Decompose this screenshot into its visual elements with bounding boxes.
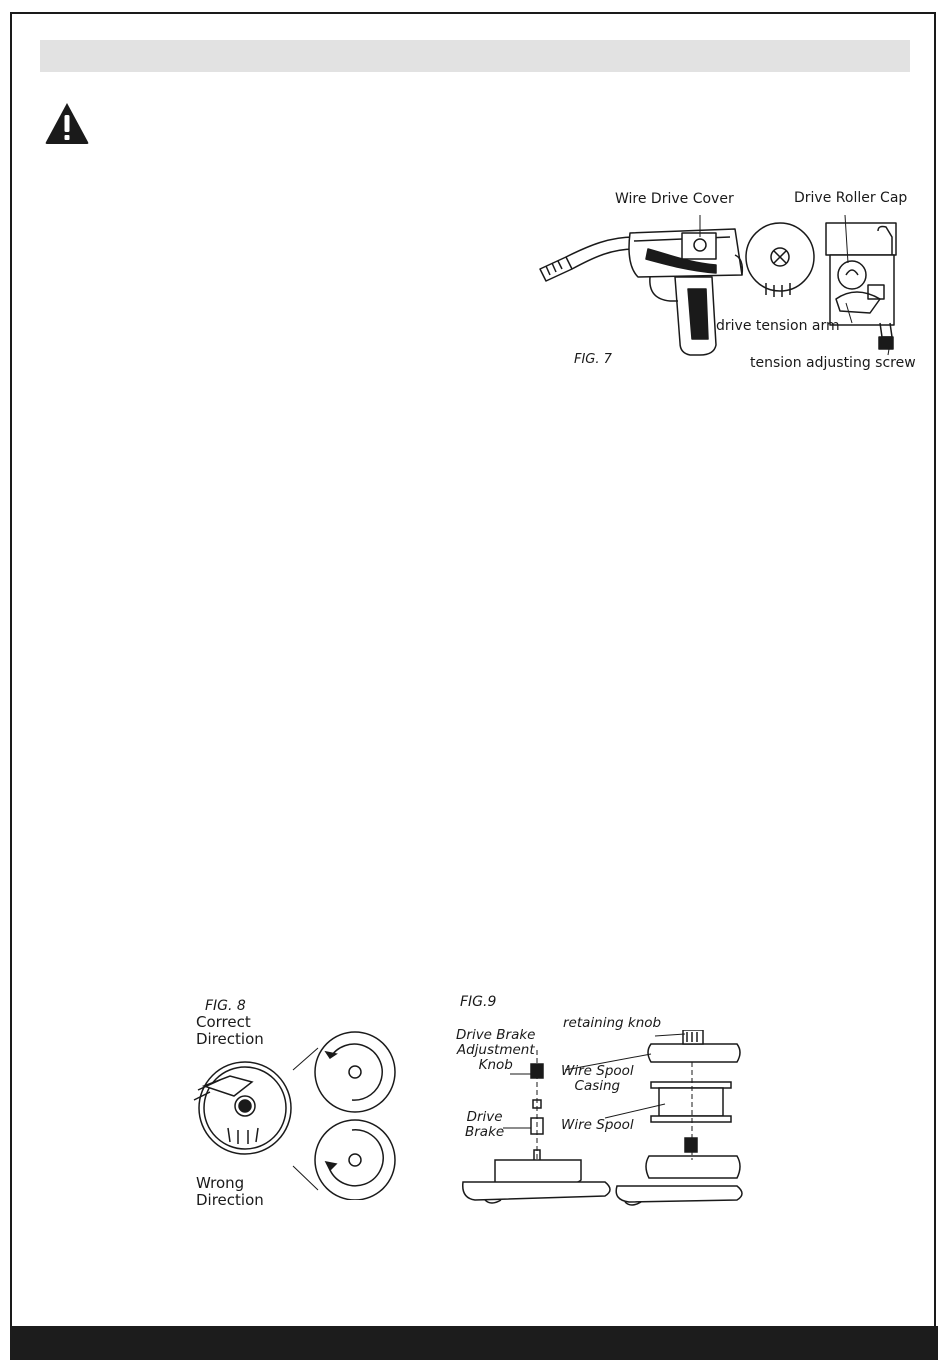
fig9-caption: FIG.9 xyxy=(460,994,497,1010)
section-header-bar xyxy=(40,40,910,72)
fig8-direction-drawing xyxy=(190,1030,410,1200)
label-tension-adjusting-screw: tension adjusting screw xyxy=(750,355,916,371)
label-wrong-direction: Wrong Direction xyxy=(196,1174,264,1209)
label-wire-drive-cover: Wire Drive Cover xyxy=(615,191,734,207)
footer-bar xyxy=(10,1326,938,1360)
fig8-caption: FIG. 8 xyxy=(205,998,246,1014)
label-drive-roller-cap: Drive Roller Cap xyxy=(794,190,908,206)
label-drive-brake: Drive Brake xyxy=(465,1109,505,1140)
warning-triangle-icon xyxy=(43,100,91,146)
label-drive-brake-adjustment-knob: Drive Brake Adjustment Knob xyxy=(456,1027,536,1073)
fig9-spool-assembly-drawing xyxy=(455,1027,755,1210)
fig7-caption: FIG. 7 xyxy=(574,352,612,367)
label-retaining-knob: retaining knob xyxy=(563,1015,662,1031)
label-wire-spool: Wire Spool xyxy=(561,1117,634,1133)
label-wire-spool-casing: Wire Spool Casing xyxy=(561,1063,634,1094)
label-drive-tension-arm: drive tension arm xyxy=(716,318,840,334)
label-correct-direction: Correct Direction xyxy=(196,1013,264,1048)
